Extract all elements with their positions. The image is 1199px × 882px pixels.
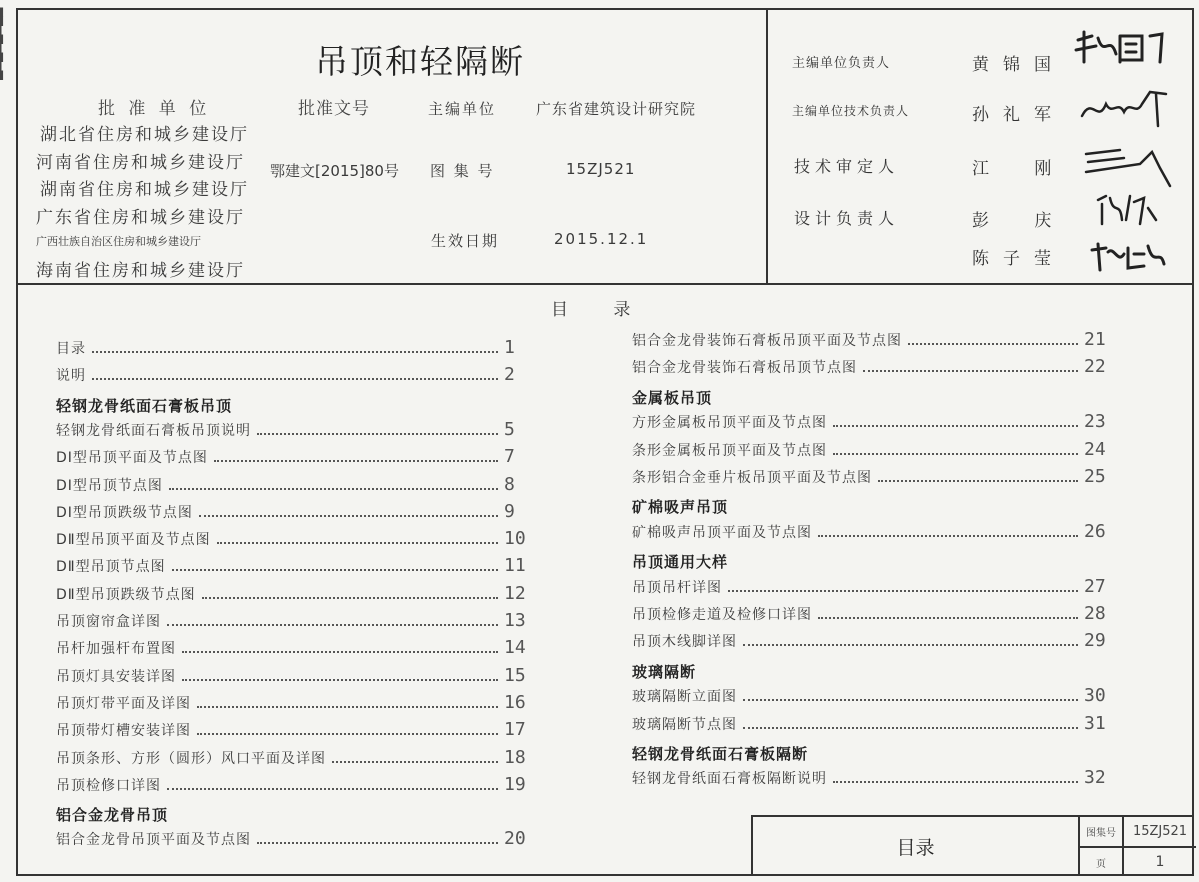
signature-image xyxy=(1078,86,1174,130)
toc-leader-dots xyxy=(743,727,1078,729)
toc-leader-dots xyxy=(167,788,498,790)
toc-entry-page: 2 xyxy=(504,364,515,386)
toc-entry-label: 说明 xyxy=(56,368,86,385)
toc-entry-label: 轻钢龙骨纸面石膏板隔断说明 xyxy=(632,771,827,788)
signature-image xyxy=(1070,28,1170,70)
toc-entry[interactable] xyxy=(56,500,530,522)
toc-entry[interactable] xyxy=(56,746,530,768)
toc-entry[interactable] xyxy=(632,766,1110,788)
toc-leader-dots xyxy=(743,644,1078,646)
toc-entry-label: 吊顶检修口详图 xyxy=(56,777,161,794)
toc-leader-dots xyxy=(257,433,498,435)
approval-unit: 湖北省住房和城乡建设厅 xyxy=(40,125,249,145)
toc-leader-dots xyxy=(863,370,1078,372)
toc-section-heading: 玻璃隔断 xyxy=(632,662,697,681)
atlas-number: 15ZJ521 xyxy=(566,160,636,178)
toc-entry-label: 铝合金龙骨装饰石膏板吊顶节点图 xyxy=(632,360,857,377)
responsible-role: 主编单位负责人 xyxy=(792,56,891,71)
toc-entry[interactable] xyxy=(56,718,530,740)
toc-section-heading: 轻钢龙骨纸面石膏板隔断 xyxy=(632,745,809,763)
toc-entry[interactable] xyxy=(56,827,530,849)
toc-entry[interactable] xyxy=(632,328,1110,350)
toc-section-heading: 铝合金龙骨吊顶 xyxy=(56,806,169,825)
toc-entry-page: 24 xyxy=(1084,438,1106,460)
toc-entry-page: 26 xyxy=(1084,520,1106,542)
approval-unit: 海南省住房和城乡建设厅 xyxy=(36,261,245,281)
toc-entry-page: 30 xyxy=(1084,685,1106,707)
toc-entry-label: DⅡ型吊顶平面及节点图 xyxy=(56,532,211,549)
toc-entry-label: DⅠ型吊顶跌级节点图 xyxy=(56,504,193,521)
toc-entry[interactable] xyxy=(56,336,530,358)
toc-entry-label: 吊顶窗帘盒详图 xyxy=(56,614,161,630)
toc-entry-label: 吊顶木线脚详图 xyxy=(632,634,737,651)
toc-entry-page: 31 xyxy=(1084,712,1106,734)
toc-entry-page: 32 xyxy=(1084,767,1106,789)
toc-entry-label: 吊顶带灯槽安装详图 xyxy=(56,723,191,740)
editor-label: 主编单位 xyxy=(428,100,497,118)
toc-entry-label: DⅡ型吊顶节点图 xyxy=(56,559,166,576)
toc-entry[interactable] xyxy=(56,773,530,795)
toc-leader-dots xyxy=(167,624,498,626)
toc-entry-page: 8 xyxy=(504,473,515,495)
toc-entry-label: 轻钢龙骨纸面石膏板吊顶说明 xyxy=(56,422,251,439)
toc-section-heading: 轻钢龙骨纸面石膏板吊顶 xyxy=(56,396,233,415)
responsible-name: 黄锦国 xyxy=(972,55,1065,75)
toc-entry[interactable] xyxy=(632,410,1110,432)
toc-entry[interactable] xyxy=(632,684,1110,706)
toc-entry-page: 15 xyxy=(504,664,526,686)
title-block-page-label: 页 xyxy=(1096,858,1106,870)
toc-leader-dots xyxy=(818,617,1078,619)
effective-date: 2015.12.1 xyxy=(554,230,649,248)
toc-entry-label: DⅠ型吊顶平面及节点图 xyxy=(56,450,208,467)
toc-section-heading: 矿棉吸声吊顶 xyxy=(632,498,729,517)
toc-entry-label: 玻璃隔断立面图 xyxy=(632,689,737,706)
toc-leader-dots xyxy=(833,453,1078,455)
title-block-page-number: 1 xyxy=(1155,854,1165,870)
toc-entry[interactable] xyxy=(56,473,530,495)
toc-entry[interactable] xyxy=(632,520,1110,542)
toc-entry[interactable] xyxy=(56,664,530,686)
toc-entry-page: 7 xyxy=(504,446,515,468)
toc-leader-dots xyxy=(833,425,1078,427)
toc-entry[interactable] xyxy=(56,636,530,658)
toc-entry[interactable] xyxy=(56,554,530,576)
approval-unit: 广西壮族自治区住房和城乡建设厅 xyxy=(36,235,201,248)
toc-leader-dots xyxy=(743,699,1078,701)
toc-entry-label: DⅡ型吊顶跌级节点图 xyxy=(56,586,196,603)
toc-entry[interactable] xyxy=(56,418,530,440)
toc-entry-page: 29 xyxy=(1084,630,1106,652)
title-block-name: 目录 xyxy=(896,837,935,859)
title-block-atlas-label: 图集号 xyxy=(1086,828,1116,839)
responsible-role: 主编单位技术负责人 xyxy=(792,104,910,118)
toc-entry-page: 21 xyxy=(1084,329,1106,350)
toc-entry-label: 吊顶吊杆详图 xyxy=(632,579,722,596)
toc-leader-dots xyxy=(202,597,498,599)
toc-leader-dots xyxy=(908,343,1078,345)
header-divider xyxy=(766,8,768,284)
toc-entry-page: 9 xyxy=(504,500,515,522)
toc-entry-page: 23 xyxy=(1084,411,1106,433)
toc-entry-page: 14 xyxy=(504,637,526,659)
toc-entry-label: 吊顶灯带平面及详图 xyxy=(56,695,191,712)
toc-leader-dots xyxy=(92,351,498,353)
toc-leader-dots xyxy=(197,733,498,735)
toc-leader-dots xyxy=(818,535,1078,537)
toc-entry-page: 20 xyxy=(504,828,526,850)
toc-entry-label: 目录 xyxy=(56,341,86,357)
toc-leader-dots xyxy=(92,378,498,380)
toc-entry-page: 19 xyxy=(504,773,526,795)
toc-entry-page: 22 xyxy=(1084,356,1106,378)
toc-entry[interactable] xyxy=(632,602,1110,624)
responsible-role: 设计负责人 xyxy=(794,209,900,228)
toc-entry[interactable] xyxy=(632,629,1110,651)
responsible-role: 技术审定人 xyxy=(794,157,900,176)
toc-entry[interactable] xyxy=(632,575,1110,597)
toc-entry-label: 吊杆加强杆布置图 xyxy=(56,641,176,658)
approval-doc-number: 鄂建文[2015]80号 xyxy=(270,162,399,180)
toc-entry-page: 1 xyxy=(504,337,515,358)
signature-image xyxy=(1088,240,1168,274)
signature-image xyxy=(1092,190,1162,230)
toc-entry-page: 27 xyxy=(1084,575,1106,597)
toc-entry[interactable] xyxy=(632,712,1110,734)
title-block xyxy=(751,815,1194,876)
toc-entry-page: 28 xyxy=(1084,603,1106,624)
toc-leader-dots xyxy=(214,460,498,462)
toc-section-heading: 吊顶通用大样 xyxy=(632,553,729,572)
atlas-number-label: 图 集 号 xyxy=(430,162,495,180)
toc-entry-page: 16 xyxy=(504,691,526,713)
toc-entry[interactable] xyxy=(56,609,530,631)
toc-title: 目 录 xyxy=(551,300,651,320)
toc-entry-page: 12 xyxy=(504,582,526,604)
toc-leader-dots xyxy=(878,480,1078,482)
toc-leader-dots xyxy=(197,706,498,708)
toc-section-heading: 金属板吊顶 xyxy=(632,388,713,407)
toc-entry-label: 玻璃隔断节点图 xyxy=(632,716,737,733)
toc-entry-label: 吊顶条形、方形（圆形）风口平面及详图 xyxy=(56,750,326,767)
toc-entry-label: 方形金属板吊顶平面及节点图 xyxy=(632,415,827,432)
toc-entry-page: 17 xyxy=(504,719,526,741)
toc-entry-label: 铝合金龙骨吊顶平面及节点图 xyxy=(56,832,251,849)
toc-leader-dots xyxy=(332,761,498,763)
effective-date-label: 生效日期 xyxy=(431,232,500,250)
toc-entry[interactable] xyxy=(56,445,530,467)
toc-entry-page: 11 xyxy=(504,555,526,577)
toc-leader-dots xyxy=(257,842,498,844)
atlas-title: 吊顶和轻隔断 xyxy=(315,42,525,81)
title-block-atlas-number: 15ZJ521 xyxy=(1132,824,1188,839)
toc-entry-page: 18 xyxy=(504,746,526,768)
toc-entry-label: 吊顶检修走道及检修口详图 xyxy=(632,607,812,623)
responsible-name: 陈子莹 xyxy=(972,249,1065,269)
header-bottom-rule xyxy=(16,283,1194,285)
approval-unit: 湖南省住房和城乡建设厅 xyxy=(40,180,249,200)
toc-leader-dots xyxy=(172,569,498,571)
toc-entry-page: 25 xyxy=(1084,466,1106,487)
toc-leader-dots xyxy=(169,488,498,490)
responsible-name: 江 刚 xyxy=(972,159,1072,179)
toc-entry-page: 13 xyxy=(504,610,526,631)
toc-entry[interactable] xyxy=(632,355,1110,377)
toc-entry-label: DⅠ型吊顶节点图 xyxy=(56,477,163,494)
toc-leader-dots xyxy=(833,781,1078,783)
toc-entry-label: 条形金属板吊顶平面及节点图 xyxy=(632,442,827,459)
toc-entry[interactable] xyxy=(56,527,530,549)
approval-unit: 广东省住房和城乡建设厅 xyxy=(36,208,245,228)
toc-leader-dots xyxy=(728,590,1078,592)
responsible-name: 彭 庆 xyxy=(972,211,1072,231)
toc-entry-label: 条形铝合金垂片板吊顶平面及节点图 xyxy=(632,470,872,486)
signature-image xyxy=(1080,140,1176,190)
toc-leader-dots xyxy=(199,515,498,517)
toc-entry[interactable] xyxy=(632,438,1110,460)
toc-entry-label: 矿棉吸声吊顶平面及节点图 xyxy=(632,524,812,541)
toc-entry[interactable] xyxy=(56,582,530,604)
binding-edge-mark: ▌ ▌ ▎ ▌ ▎ ▌ ▎ ▌ xyxy=(0,8,7,80)
approval-unit-label: 批 准 单 位 xyxy=(98,99,211,119)
toc-leader-dots xyxy=(217,542,498,544)
title-block-cells xyxy=(1078,817,1196,876)
approval-doc-label: 批准文号 xyxy=(298,99,370,119)
toc-entry-page: 10 xyxy=(504,528,526,550)
toc-entry[interactable] xyxy=(56,363,530,385)
toc-entry[interactable] xyxy=(632,465,1110,487)
toc-entry-page: 5 xyxy=(504,418,515,440)
toc-leader-dots xyxy=(182,651,498,653)
toc-entry[interactable] xyxy=(56,691,530,713)
approval-unit: 河南省住房和城乡建设厅 xyxy=(36,153,245,173)
toc-leader-dots xyxy=(182,679,498,681)
toc-entry-label: 铝合金龙骨装饰石膏板吊顶平面及节点图 xyxy=(632,333,902,349)
toc-entry-label: 吊顶灯具安装详图 xyxy=(56,668,176,685)
editor-unit: 广东省建筑设计研究院 xyxy=(536,100,697,118)
responsible-name: 孙礼军 xyxy=(972,105,1065,125)
